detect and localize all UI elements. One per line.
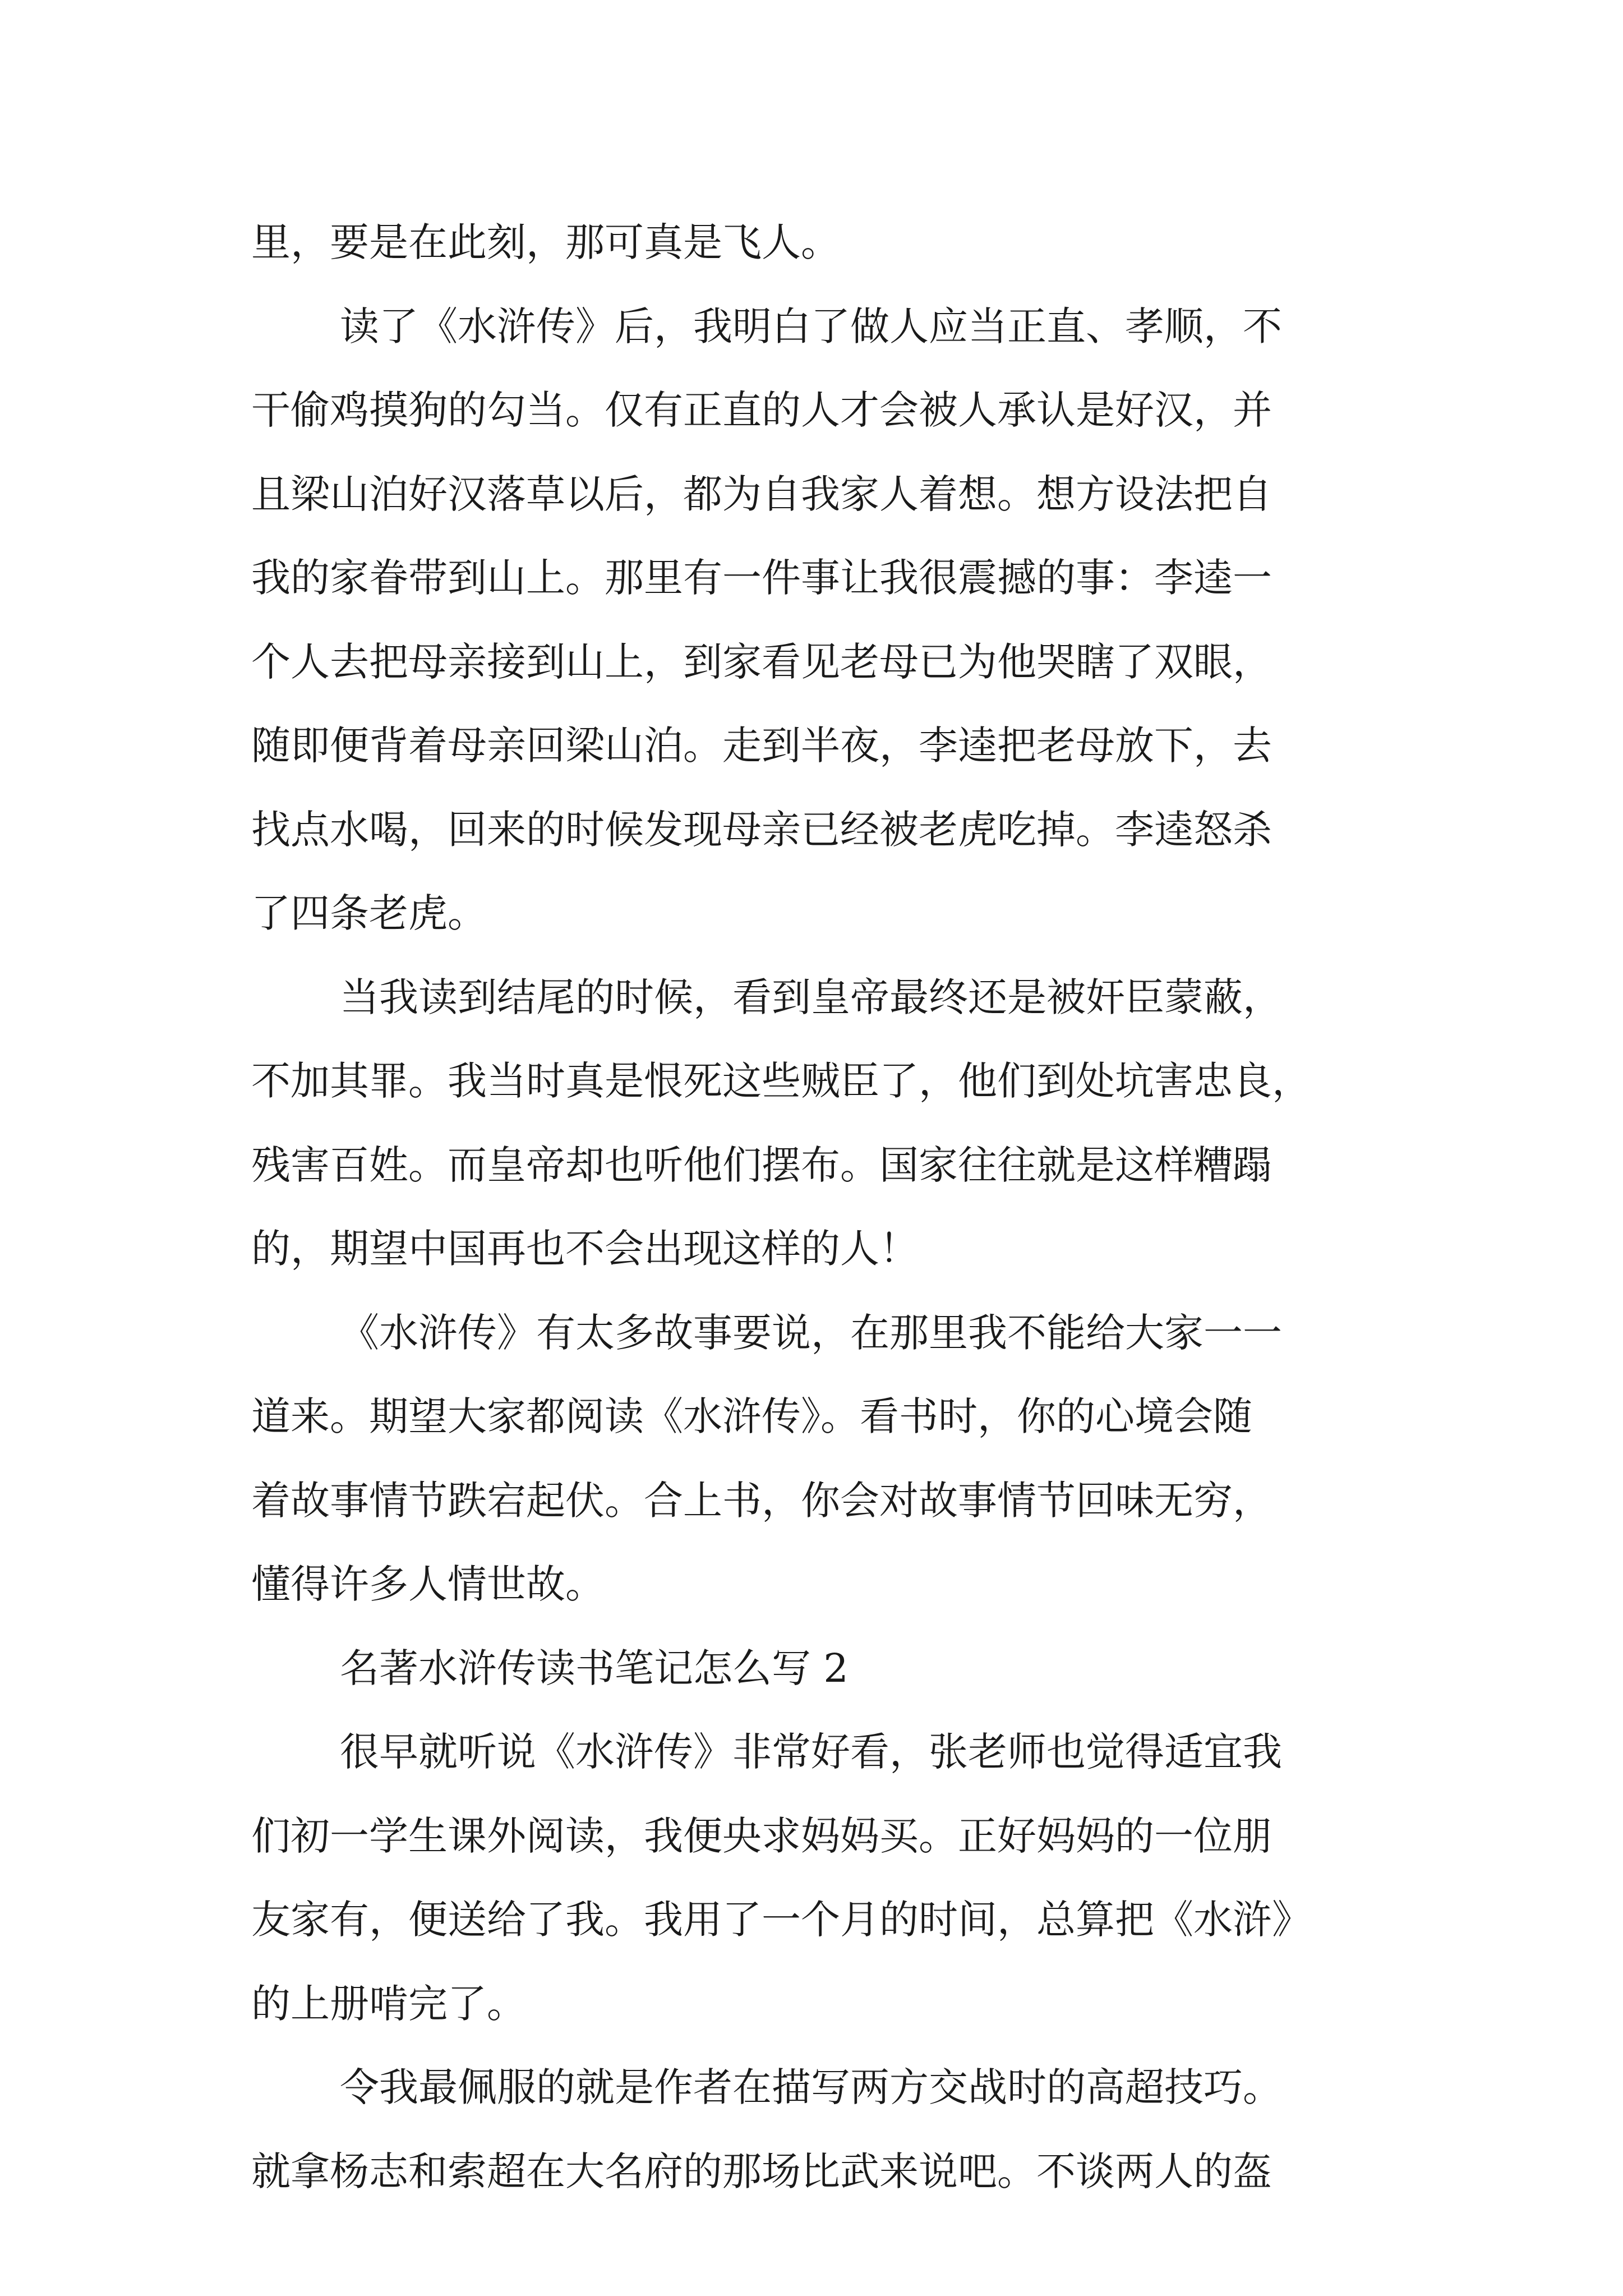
paragraph-line: 友家有，便送给了我。我用了一个月的时间，总算把《水浒》 [251, 1897, 1311, 1943]
paragraph-line: 懂得许多人情世故。 [251, 1561, 605, 1607]
paragraph-line: 了四条老虎。 [251, 890, 487, 936]
paragraph-line: 不加其罪。我当时真是恨死这些贼臣了，他们到处坑害忠良， [251, 1058, 1311, 1104]
paragraph-line: 个人去把母亲接到山上，到家看见老母已为他哭瞎了双眼， [251, 639, 1272, 685]
paragraph-line: 随即便背着母亲回梁山泊。走到半夜，李逵把老母放下，去 [251, 723, 1272, 769]
paragraph-line: 们初一学生课外阅读，我便央求妈妈买。正好妈妈的一位朋 [251, 1813, 1272, 1859]
paragraph-line: 令我最佩服的就是作者在描写两方交战时的高超技巧。 [340, 2064, 1282, 2110]
paragraph-line: 读了《水浒传》后，我明白了做人应当正直、孝顺，不 [340, 303, 1282, 349]
paragraph-line: 很早就听说《水浒传》非常好看，张老师也觉得适宜我 [340, 1729, 1282, 1775]
paragraph-line: 我的家眷带到山上。那里有一件事让我很震撼的事：李逵一 [251, 555, 1272, 601]
paragraph-line: 《水浒传》有太多故事要说，在那里我不能给大家一一 [340, 1310, 1282, 1356]
paragraph-line: 且梁山泊好汉落草以后，都为自我家人着想。想方设法把自 [251, 471, 1272, 517]
section-heading: 名著水浒传读书笔记怎么写 2 [340, 1645, 849, 1691]
paragraph-line: 着故事情节跌宕起伏。合上书，你会对故事情节回味无穷， [251, 1478, 1272, 1524]
paragraph-line: 找点水喝，回来的时候发现母亲已经被老虎吃掉。李逵怒杀 [251, 807, 1272, 853]
paragraph-line: 的，期望中国再也不会出现这样的人！ [251, 1226, 919, 1272]
paragraph-line: 道来。期望大家都阅读《水浒传》。看书时，你的心境会随 [251, 1393, 1252, 1439]
paragraph-line: 的上册啃完了。 [251, 1981, 526, 2027]
paragraph-line: 里，要是在此刻，那可真是飞人。 [251, 219, 840, 265]
paragraph-line: 当我读到结尾的时候，看到皇帝最终还是被奸臣蒙蔽， [340, 974, 1282, 1020]
paragraph-line: 残害百姓。而皇帝却也听他们摆布。国家往往就是这样糟蹋 [251, 1142, 1272, 1188]
paragraph-line: 干偷鸡摸狗的勾当。仅有正直的人才会被人承认是好汉，并 [251, 387, 1272, 433]
paragraph-line: 就拿杨志和索超在大名府的那场比武来说吧。不谈两人的盔 [251, 2148, 1272, 2194]
